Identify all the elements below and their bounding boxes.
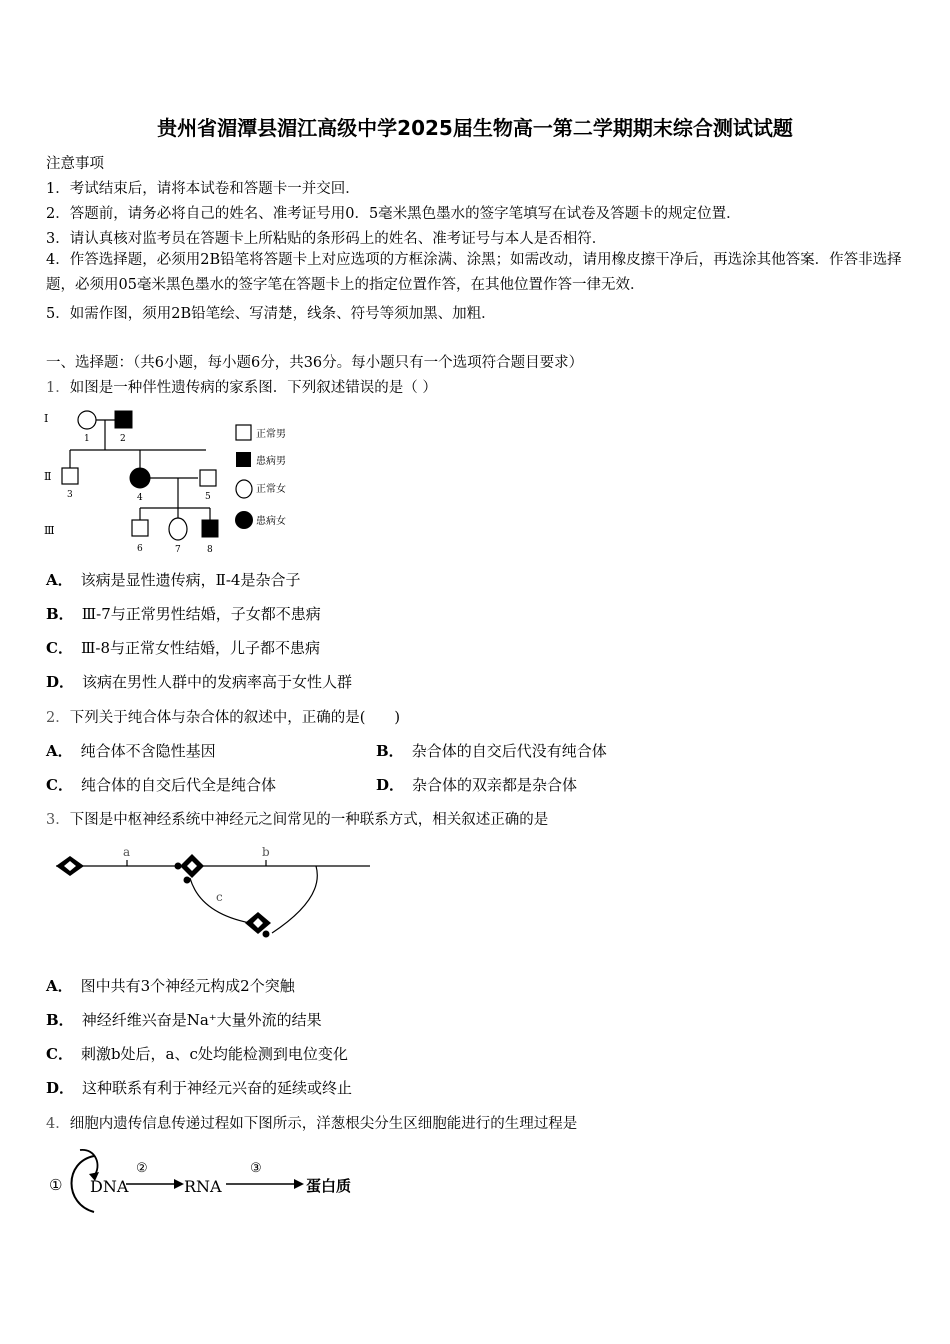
question-4-stem	[46, 1112, 577, 1133]
id-label-2: 2	[120, 434, 126, 444]
pedigree-II-3-normal-male	[62, 468, 78, 484]
option-key: C．	[46, 776, 73, 794]
option-key: A．	[46, 742, 73, 760]
note-item-5: 5．如需作图，须用2B铅笔绘、写清楚，线条、符号等须加黑、加粗．	[46, 306, 496, 322]
synapse-terminal-2	[184, 877, 191, 884]
option-text: 刺激b处后，a、c处均能检测到电位变化	[80, 1045, 348, 1063]
pedigree-I-1-normal-female	[78, 411, 96, 429]
question-3-option-c[interactable]	[46, 1043, 348, 1064]
id-label-3: 3	[67, 490, 73, 500]
option-text: 杂合体的双亲都是杂合体	[412, 776, 578, 794]
option-key: B．	[46, 1011, 74, 1029]
protein-label: 蛋白质	[306, 1177, 352, 1195]
note-item-3: 3．请认真核对监考员在答题卡上所粘贴的条形码上的姓名、准考证号与本人是否相符．	[46, 231, 607, 247]
note-item-1: 1．考试结束后，请将本试卷和答题卡一并交回．	[46, 181, 360, 197]
option-text: 该病在男性人群中的发病率高于女性人群	[82, 673, 353, 691]
option-text: Ⅲ-7与正常男性结婚，子女都不患病	[81, 605, 321, 623]
option-text: 该病是显性遗传病，Ⅱ-4是杂合子	[80, 571, 301, 589]
question-3-number: 3．	[46, 812, 70, 828]
question-1-option-d[interactable]	[46, 671, 352, 692]
generation-label-1: Ⅰ	[44, 412, 49, 425]
question-3-option-a[interactable]	[46, 975, 295, 996]
generation-label-3: Ⅲ	[44, 524, 55, 537]
id-label-1: 1	[84, 434, 90, 444]
label-a: a	[123, 845, 131, 859]
legend-affected-female-symbol	[235, 511, 253, 529]
legend-normal-female: 正常女	[256, 484, 286, 495]
generation-label-2: Ⅱ	[44, 470, 52, 483]
id-label-6: 6	[137, 544, 143, 554]
legend-normal-male-symbol	[236, 425, 251, 440]
option-text: 图中共有3个神经元构成2个突触	[80, 977, 295, 995]
neuron-circuit-figure	[50, 838, 380, 948]
option-text: 杂合体的自交后代没有纯合体	[411, 742, 607, 760]
question-2-option-a[interactable]	[46, 740, 216, 761]
pedigree-II-5-normal-male	[200, 470, 216, 486]
question-2-option-b[interactable]	[376, 740, 607, 761]
option-key: D．	[376, 776, 405, 794]
exam-title: 贵州省湄潭县湄江高级中学2025届生物高一第二学期期末综合测试试题	[157, 116, 793, 140]
id-label-4: 4	[137, 493, 143, 503]
legend-normal-female-symbol	[236, 480, 252, 498]
question-3-text: 下图是中枢神经系统中神经元之间常见的一种联系方式，相关叙述正确的是	[69, 812, 549, 828]
question-1-option-b[interactable]	[46, 603, 321, 624]
question-2-number: 2．	[46, 710, 70, 726]
pedigree-III-6-normal-male	[132, 520, 148, 536]
question-4-text: 细胞内遗传信息传递过程如下图所示，洋葱根尖分生区细胞能进行的生理过程是	[69, 1116, 578, 1132]
process-label-3: ③	[250, 1161, 262, 1176]
id-label-5: 5	[205, 492, 211, 502]
question-3-stem	[46, 808, 548, 829]
note-item-4: 4．作答选择题，必须用2B铅笔将答题卡上对应选项的方框涂满、涂黑；如需改动，请用橡皮擦干净后，再选涂其他答案．作答非选择题，必须用05毫米黑色墨水的签字笔在答题卡上的指定位置作答，在其他位置作答一律无效．	[46, 252, 902, 293]
synapse-terminal-3	[263, 931, 270, 938]
question-1-option-a[interactable]	[46, 569, 300, 590]
option-key: A．	[46, 977, 73, 995]
central-dogma-figure	[46, 1146, 366, 1222]
legend-normal-male: 正常男	[256, 429, 286, 440]
section-heading: 一、选择题：（共6小题，每小题6分，共36分。每小题只有一个选项符合题目要求）	[46, 355, 584, 371]
pedigree-I-2-affected-male	[115, 411, 132, 428]
dna-label: DNA	[90, 1177, 129, 1196]
neuron-1-body	[56, 856, 84, 876]
pedigree-III-7-normal-female	[169, 518, 187, 540]
option-key: D．	[46, 673, 75, 691]
note-item-2: 2．答题前，请务必将自己的姓名、准考证号用0．5毫米黑色墨水的签字笔填写在试卷及答题卡的规定位置．	[46, 206, 741, 222]
option-text: 这种联系有利于神经元兴奋的延续或终止	[82, 1079, 353, 1097]
legend-affected-female: 患病女	[256, 516, 286, 527]
question-1-text: 如图是一种伴性遗传病的家系图．下列叙述错误的是（ ）	[69, 380, 437, 396]
option-key: A．	[46, 571, 73, 589]
process-label-2: ②	[136, 1161, 148, 1176]
pedigree-II-4-affected-female	[130, 468, 150, 488]
replication-arrow-loop	[80, 1150, 98, 1176]
option-text: Ⅲ-8与正常女性结婚，儿子都不患病	[80, 639, 321, 657]
option-key: B．	[376, 742, 404, 760]
label-b: b	[262, 845, 270, 859]
option-key: D．	[46, 1079, 75, 1097]
id-label-7: 7	[175, 545, 181, 555]
question-3-option-d[interactable]	[46, 1077, 352, 1098]
option-text: 纯合体不含隐性基因	[80, 742, 216, 760]
option-key: B．	[46, 605, 74, 623]
question-4-number: 4．	[46, 1116, 70, 1132]
option-key: C．	[46, 639, 73, 657]
notes-heading: 注意事项	[46, 156, 104, 172]
option-key: C．	[46, 1045, 73, 1063]
transcription-arrow-head	[174, 1179, 184, 1189]
question-1-option-c[interactable]	[46, 637, 320, 658]
translation-arrow-head	[294, 1179, 304, 1189]
question-2-text: 下列关于纯合体与杂合体的叙述中，正确的是( )	[69, 710, 401, 726]
legend-affected-male: 患病男	[256, 456, 286, 467]
pedigree-figure	[40, 400, 310, 560]
pedigree-III-8-affected-male	[202, 520, 218, 537]
question-2-option-c[interactable]	[46, 774, 276, 795]
id-label-8: 8	[207, 545, 213, 555]
question-2-option-d[interactable]	[376, 774, 577, 795]
question-1-number: 1．	[46, 380, 70, 396]
neuron-2-body	[180, 854, 204, 878]
legend-affected-male-symbol	[236, 452, 251, 467]
process-label-1: ①	[49, 1176, 63, 1194]
rna-label: RNA	[184, 1177, 222, 1196]
question-1-stem	[46, 376, 437, 397]
label-c: c	[216, 890, 223, 904]
option-text: 纯合体的自交后代全是纯合体	[80, 776, 276, 794]
question-3-option-b[interactable]	[46, 1009, 322, 1030]
question-2-stem	[46, 706, 400, 727]
option-text: 神经纤维兴奋是Na⁺大量外流的结果	[81, 1011, 322, 1029]
